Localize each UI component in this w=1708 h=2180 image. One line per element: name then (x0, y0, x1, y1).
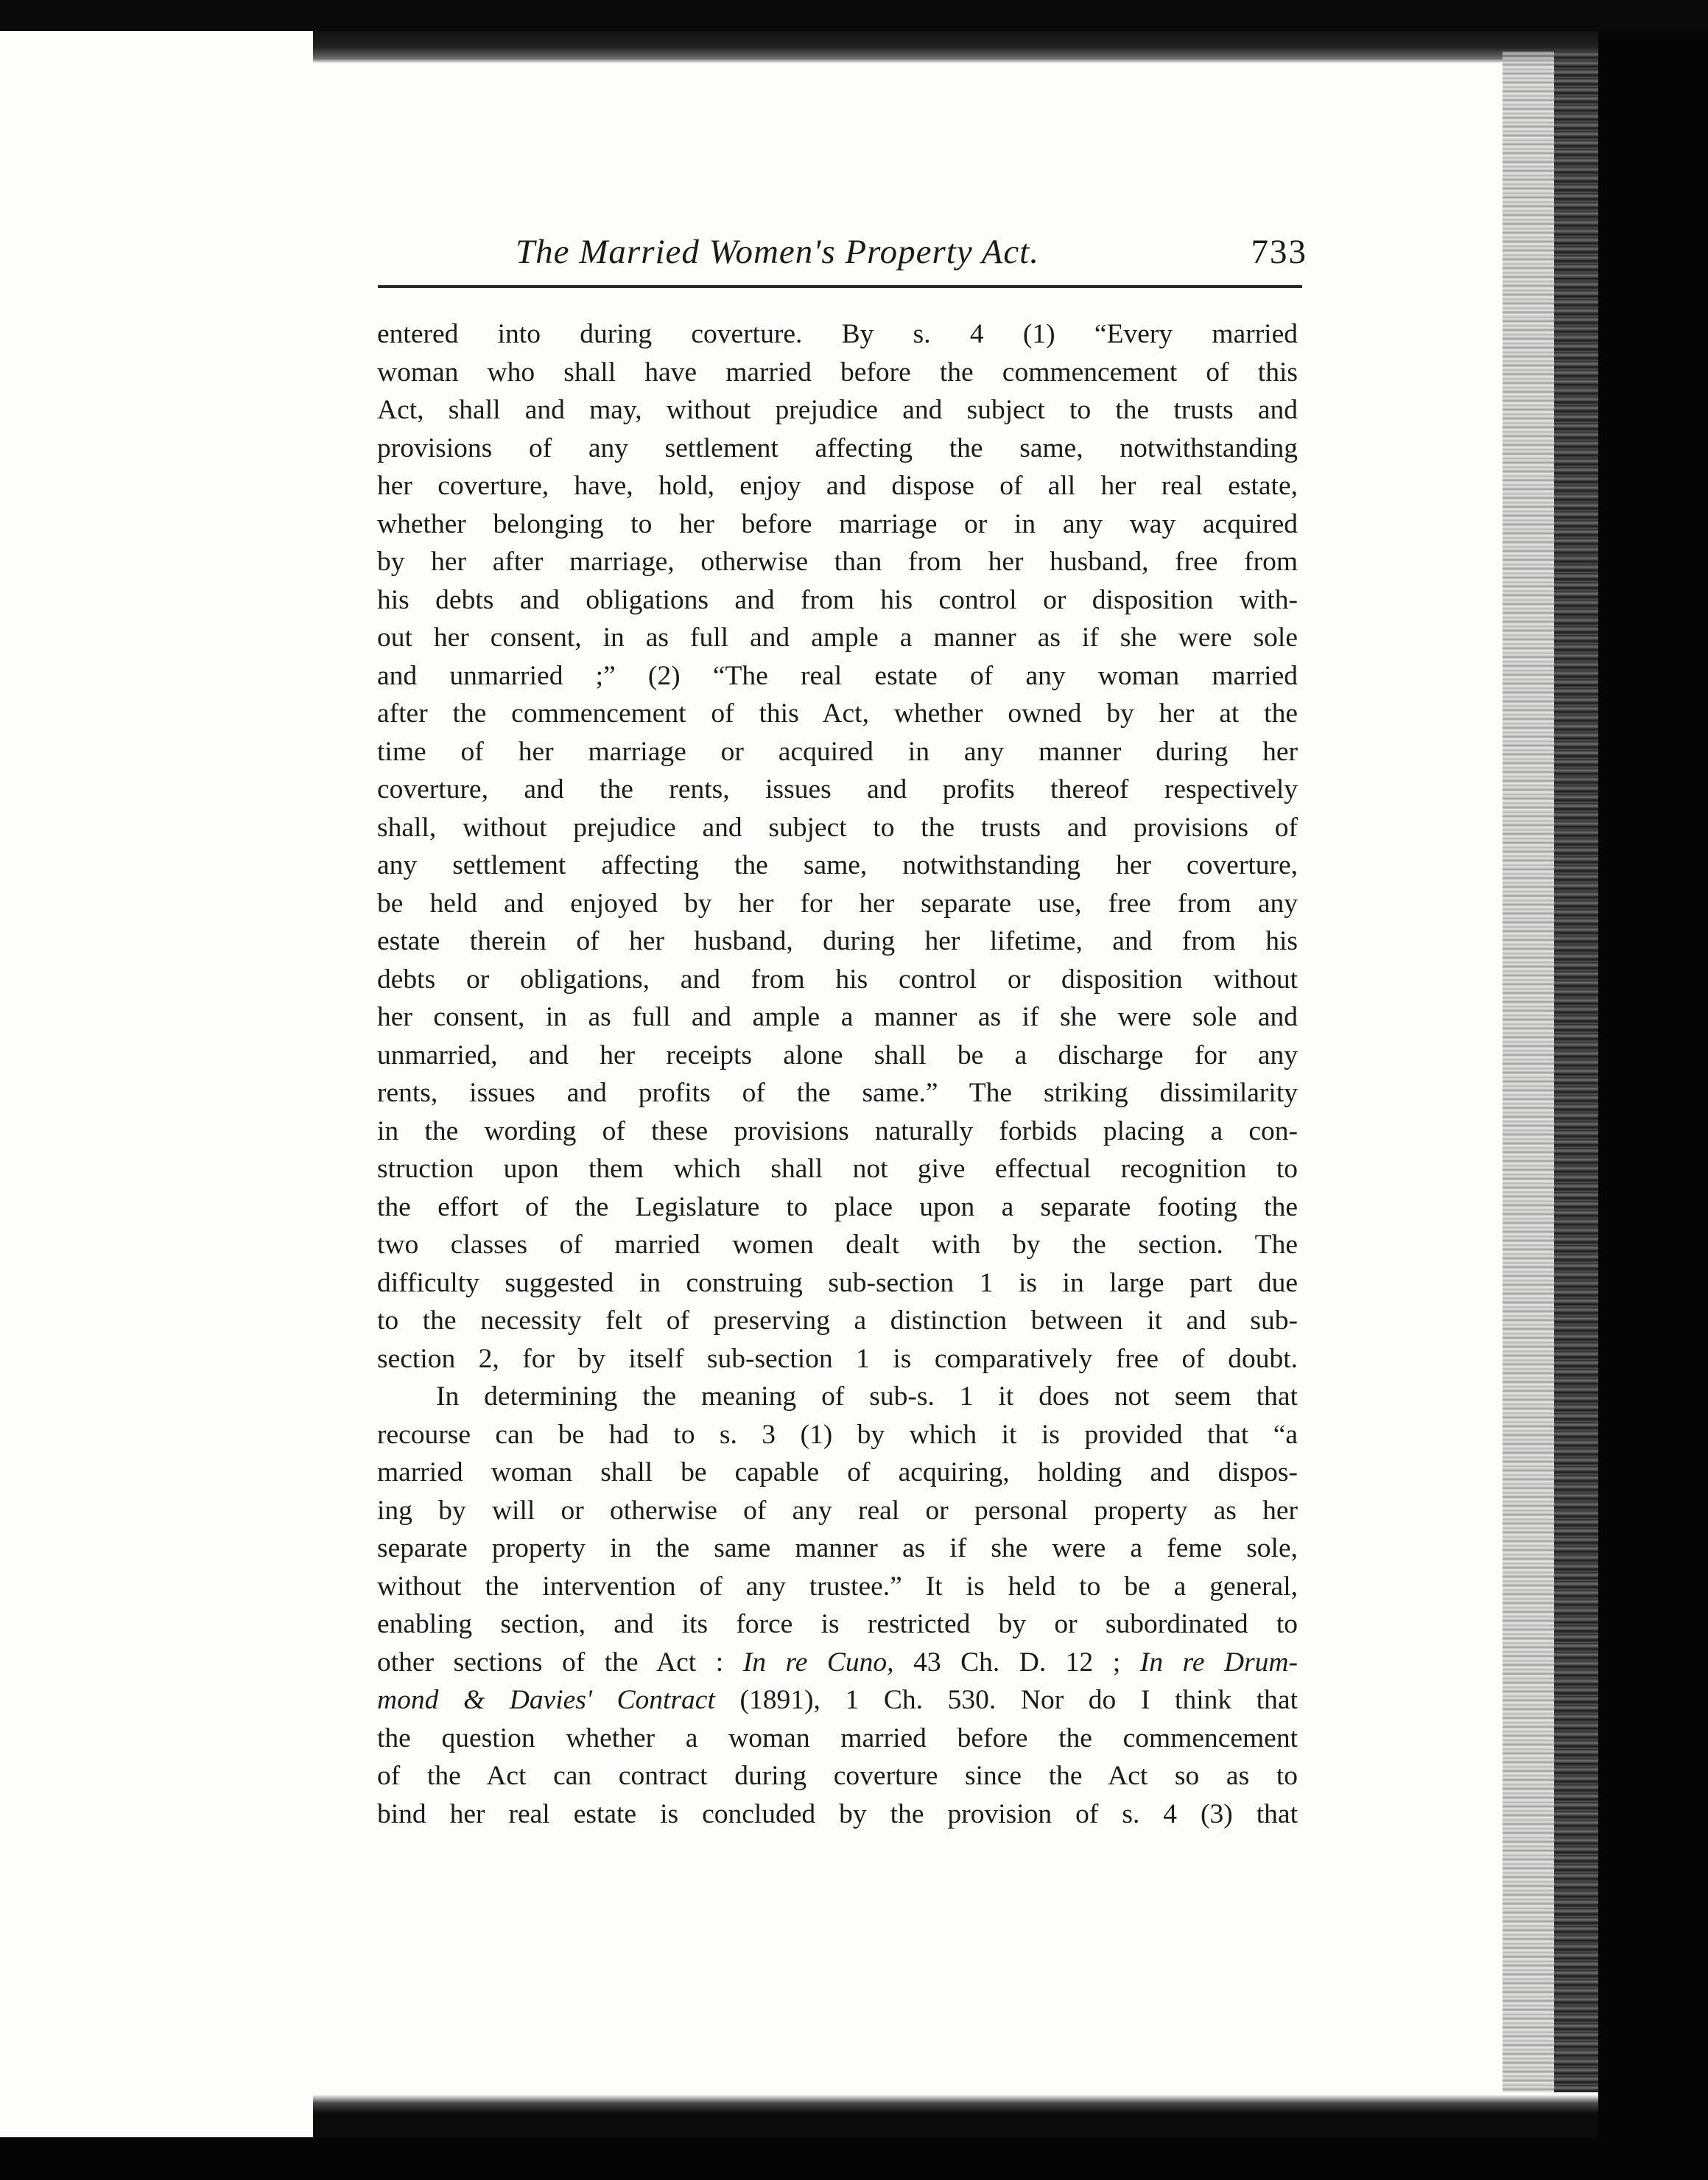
case-citation: In re Cuno, (742, 1647, 894, 1678)
text-line: and unmarried ;” (2) “The real estate of any woman married (377, 660, 1298, 691)
scan-shadow-top (313, 31, 1602, 63)
scan-border-top (0, 0, 1708, 31)
text-fragment: other sections of the Act : (377, 1647, 743, 1678)
case-citation: mond & Davies' Contract (377, 1685, 715, 1715)
scan-border-right (1598, 31, 1708, 2180)
text-line: the question whether a woman married before the commencement (377, 1722, 1298, 1753)
text-line: section 2, for by itself sub-section 1 is comparatively free of doubt. (377, 1343, 1298, 1374)
text-line: his debts and obligations and from his control or disposition with- (377, 584, 1298, 615)
book-page-edges (1503, 52, 1554, 2092)
text-line: her coverture, have, hold, enjoy and dispose of all her real estate, (377, 471, 1298, 501)
text-line: be held and enjoyed by her for her separate use, free from any (377, 888, 1298, 919)
text-line: woman who shall have married before the commencement of this (377, 357, 1298, 388)
running-head (376, 232, 1307, 284)
text-line: recourse can be had to s. 3 (1) by which it is provided that “a (377, 1419, 1298, 1450)
text-line: out her consent, in as full and ample a manner as if she were sole (377, 623, 1298, 653)
text-line: to the necessity felt of preserving a distinction between it and sub- (377, 1305, 1298, 1336)
page-number: 733 (1251, 233, 1307, 271)
text-line: In determining the meaning of sub-s. 1 it does not seem that (436, 1381, 1298, 1412)
text-line: struction upon them which shall not give effectual recognition to (377, 1154, 1298, 1184)
text-fragment: (1891), 1 Ch. 530. Nor do I think that (714, 1685, 1298, 1715)
paragraph-1 (377, 315, 1298, 1378)
paragraph-2 (377, 1378, 1298, 1833)
text-line: of the Act can contract during coverture since the Act so as to (377, 1761, 1298, 1791)
text-line: difficulty suggested in construing sub-section 1 is in large part due (377, 1267, 1298, 1298)
text-line: her consent, in as full and ample a manner as if she were sole and (377, 1002, 1298, 1032)
scan-border-bottom (0, 2137, 1708, 2180)
text-line: provisions of any settlement affecting the same, notwithstanding (377, 432, 1298, 463)
text-line: Act, shall and may, without prejudice and subject to the trusts and (377, 395, 1298, 425)
text-line: debts or obligations, and from his control or disposition without (377, 964, 1298, 995)
scan-margin (0, 31, 313, 63)
text-line: two classes of married women dealt with by the section. The (377, 1230, 1298, 1260)
scan-shadow-bottom (313, 2095, 1598, 2137)
text-line: the effort of the Legislature to place upon a separate footing the (377, 1191, 1298, 1222)
body-text (377, 315, 1298, 1833)
text-line: unmarried, and her receipts alone shall be a discharge for any (377, 1040, 1298, 1070)
text-line: coverture, and the rents, issues and profits thereof respectively (377, 774, 1298, 805)
text-line: rents, issues and profits of the same.” The striking dissimilarity (377, 1078, 1298, 1108)
text-line-citation (377, 1644, 1298, 1682)
text-line: time of her marriage or acquired in any manner during her (377, 736, 1298, 767)
case-citation: In re Drum- (1139, 1647, 1298, 1678)
text-line: ing by will or otherwise of any real or personal property as her (377, 1495, 1298, 1526)
book-spine-shadow (1554, 52, 1598, 2092)
text-line: any settlement affecting the same, notwithstanding her coverture, (377, 850, 1298, 880)
text-line: separate property in the same manner as if she were a feme sole, (377, 1533, 1298, 1563)
text-line: enabling section, and its force is restricted by or subordinated to (377, 1609, 1298, 1639)
text-line: entered into during coverture. By s. 4 (1) “Every married (377, 319, 1298, 349)
text-line: married woman shall be capable of acquiring, holding and dispos- (377, 1457, 1298, 1487)
text-line: in the wording of these provisions naturally forbids placing a con- (377, 1115, 1298, 1146)
text-line: bind her real estate is concluded by the provision of s. 4 (3) that (377, 1798, 1298, 1829)
header-rule (378, 285, 1302, 288)
text-line: without the intervention of any trustee.” It is held to be a general, (377, 1571, 1298, 1602)
text-line: estate therein of her husband, during her lifetime, and from his (377, 926, 1298, 956)
text-fragment: 43 Ch. D. 12 ; (893, 1647, 1140, 1678)
text-line: by her after marriage, otherwise than from her husband, free from (377, 547, 1298, 577)
text-line: after the commencement of this Act, whether owned by her at the (377, 698, 1298, 729)
text-line-citation (377, 1681, 1298, 1720)
text-line: whether belonging to her before marriage or in any way acquired (377, 508, 1298, 539)
text-line: shall, without prejudice and subject to the trusts and provisions of (377, 812, 1298, 843)
running-title: The Married Women's Property Act. (516, 233, 1039, 271)
